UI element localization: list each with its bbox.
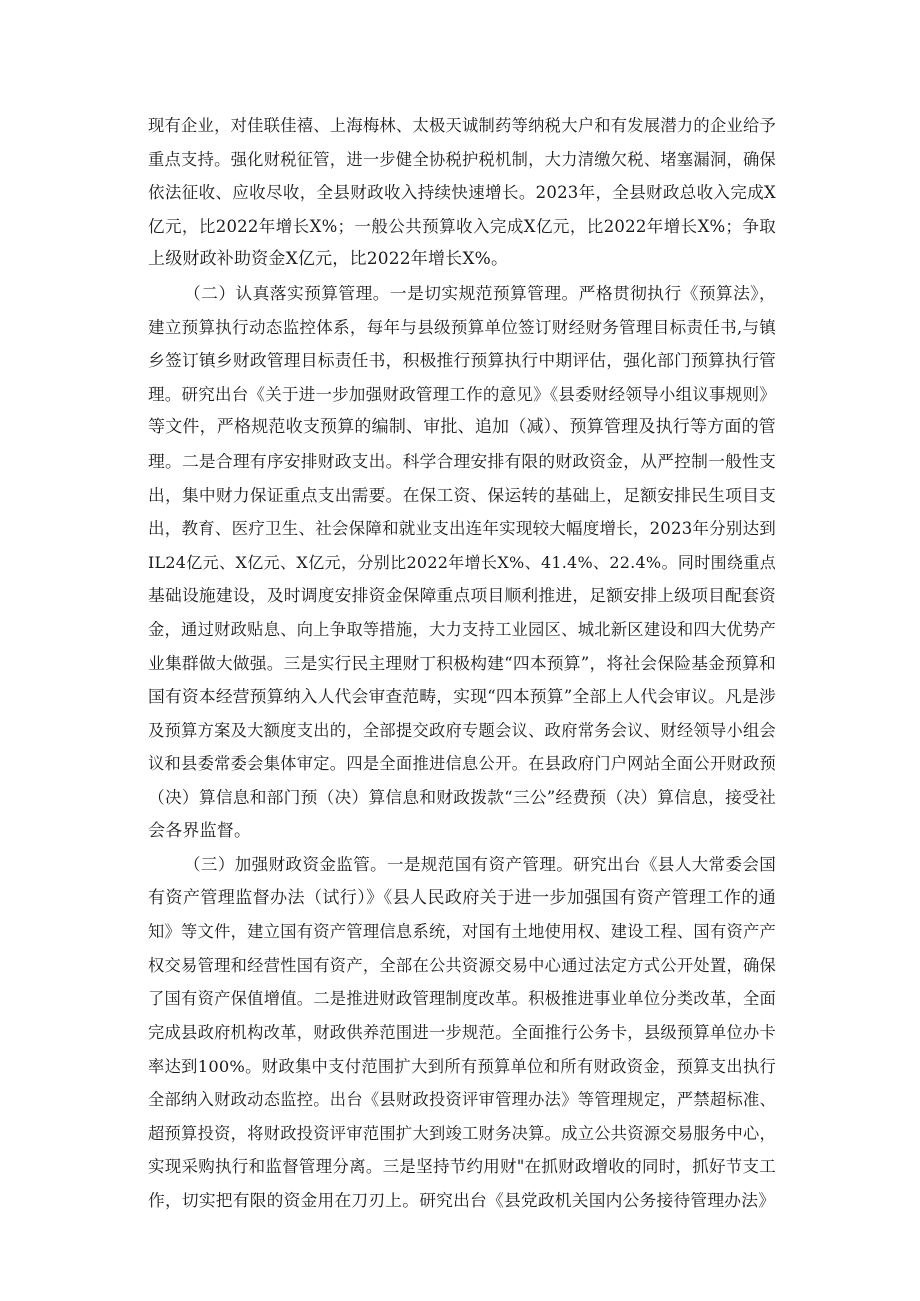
text-line: 乡签订镇乡财政管理目标责任书，积极推行预算执行中期评估，强化部门预算执行管: [148, 350, 776, 371]
text-line: 现有企业，对佳联佳禧、上海梅林、太极天诚制药等纳税大户和有发展潜力的企业给予: [148, 116, 776, 135]
text-line: 理。研究出台《关于进一步加强财政管理工作的意见》《县委财经领导小组议事规则》: [148, 384, 776, 404]
text-line: 率达到100%。财政集中支付范围扩大到所有预算单位和所有财政资金，预算支出执行: [148, 1056, 776, 1076]
text-line: 理。二是合理有序安排财政支出。科学合理安排有限的财政资金，从严控制一般性支: [148, 450, 776, 471]
text-line: 知》等文件，建立国有资产管理信息系统，对国有土地使用权、建设工程、国有资产产: [148, 922, 776, 942]
text-line: 重点支持。强化财税征管，进一步健全协税护税机制，大力清缴欠税、堵塞漏洞，确保: [148, 149, 776, 169]
text-line: 等文件，严格规范收支预算的编制、审批、追加（减）、预算管理及执行等方面的管: [148, 417, 776, 438]
text-line: 亿元，比2022年增长X%；一般公共预算收入完成X亿元，比2022年增长X%；争取: [148, 216, 776, 236]
text-line: 权交易管理和经营性国有资产，全部在公共资源交易中心通过法定方式公开处置，确保: [148, 955, 776, 975]
text-line: 全部纳入财政动态监控。出台《县财政投资评审管理办法》等管理规定，严禁超标准、: [148, 1090, 776, 1110]
text-line: （二）认真落实预算管理。一是切实规范预算管理。严格贯彻执行《预算法》，: [184, 283, 776, 303]
text-line: IL24亿元、X亿元、X亿元，分别比2022年增长X%、41.4%、22.4%。同时围绕重点: [148, 552, 776, 572]
text-line: 作，切实把有限的资金用在刀刃上。研究出台《县党政机关国内公务接待管理办法》: [148, 1189, 776, 1210]
text-line: （决）算信息和部门预（决）算信息和财政拨款“三公”经费预（决）算信息，接受社: [148, 786, 776, 807]
paragraph-budget-management: [148, 277, 776, 848]
text-line: 了国有资产保值增值。二是推进财政管理制度改革。积极推进事业单位分类改革，全面: [148, 989, 776, 1009]
text-line: 实现采购执行和监督管理分离。三是坚持节约用财"在抓财政增收的同时，抓好节支工: [148, 1157, 776, 1177]
text-line: 依法征收、应收尽收，全县财政收入持续快速增长。2023年，全县财政总收入完成X: [148, 183, 776, 203]
text-line: 议和县委常委会集体审定。四是全面推进信息公开。在县政府门户网站全面公开财政预: [148, 754, 776, 774]
text-line: 基础设施建设，及时调度安排资金保障重点项目顺利推进，足额安排上级项目配套资: [148, 585, 776, 606]
text-line: 完成县政府机构改革，财政供养范围进一步规范。全面推行公务卡，县级预算单位办卡: [148, 1022, 776, 1042]
text-line: 上级财政补助资金X亿元，比2022年增长X%。: [148, 249, 509, 270]
paragraph-fund-supervision: [148, 848, 776, 1218]
text-line: 有资产管理监督办法（试行）》《县人民政府关于进一步加强国有资产管理工作的通: [148, 887, 776, 908]
text-line: 业集群做大做强。三是实行民主理财丁积极构建“四本预算”，将社会保险基金预算和: [148, 652, 776, 673]
paragraph-revenue-growth: [148, 109, 776, 277]
text-line: 金，通过财政贴息、向上争取等措施，大力支持工业园区、城北新区建设和四大优势产: [148, 619, 776, 639]
text-line: 及预算方案及大额度支出的，全部提交政府专题会议、政府常务会议、财经领导小组会: [148, 720, 776, 740]
text-line: 超预算投资，将财政投资评审范围扩大到竣工财务决算。成立公共资源交易服务中心，: [148, 1123, 776, 1143]
text-line: 会各界监督。: [148, 820, 252, 841]
text-line: （三）加强财政资金监管。一是规范国有资产管理。研究出台《县人大常委会国: [184, 855, 776, 874]
text-line: 出，集中财力保证重点支出需要。在保工资、保运转的基础上，足额安排民生项目支: [148, 484, 776, 505]
text-line: 建立预算执行动态监控体系，每年与县级预算单位签订财经财务管理目标责任书,与镇: [148, 317, 776, 337]
text-line: 国有资本经营预算纳入人代会审查范畴，实现“四本预算”全部上人代会审议。凡是涉: [148, 686, 776, 707]
text-line: 出，教育、医疗卫生、社会保障和就业支出连年实现较大幅度增长，2023年分别达到: [148, 519, 776, 539]
